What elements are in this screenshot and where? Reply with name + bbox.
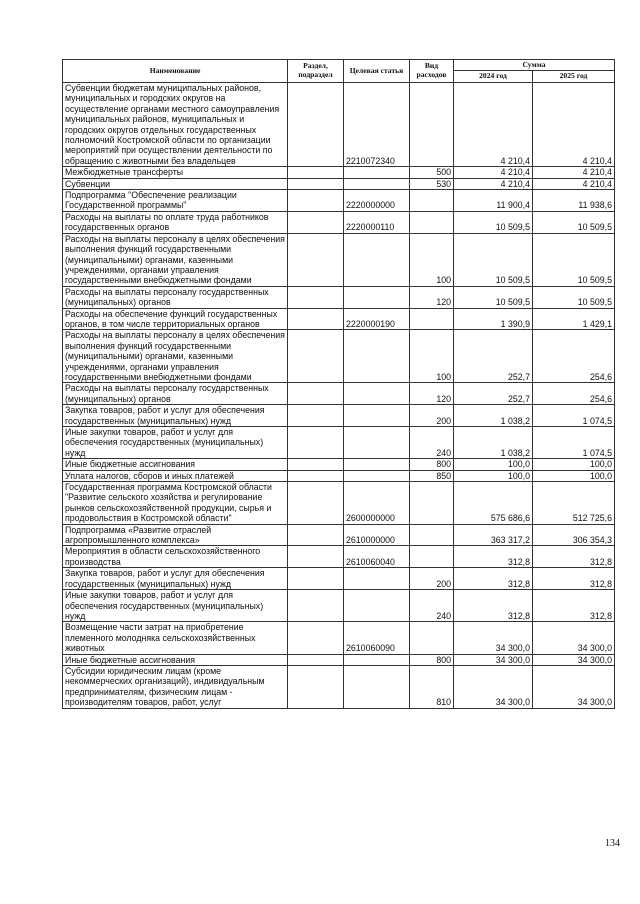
row-target-cell: [344, 654, 410, 665]
row-sum-2025-cell: 11 938,6: [533, 190, 615, 212]
row-target-cell: [344, 665, 410, 708]
header-year-2025: 2025 год: [533, 71, 615, 83]
row-name-cell: Подпрограмма "Обеспечение реализации Государственной программы": [63, 190, 288, 212]
row-name-cell: Субсидии юридическим лицам (кроме некоммерческих организаций), индивидуальным предпринимателям, физическим лицам - производителям товаров, работ, услуг: [63, 665, 288, 708]
row-target-cell: 2610000000: [344, 524, 410, 546]
row-sum-2025-cell: 10 509,5: [533, 211, 615, 233]
row-sum-2025-cell: 10 509,5: [533, 233, 615, 286]
row-section-cell: [288, 286, 344, 308]
row-target-cell: [344, 233, 410, 286]
row-section-cell: [288, 482, 344, 525]
row-sum-2024-cell: 4 210,4: [454, 167, 533, 178]
row-target-cell: [344, 167, 410, 178]
row-target-cell: [344, 459, 410, 470]
row-sum-2025-cell: 312,8: [533, 568, 615, 590]
row-sum-2024-cell: 34 300,0: [454, 654, 533, 665]
row-type-cell: 800: [410, 654, 454, 665]
row-sum-2024-cell: 34 300,0: [454, 622, 533, 654]
row-section-cell: [288, 470, 344, 481]
header-section: Раздел, подраздел: [288, 60, 344, 83]
row-name-cell: Расходы на выплаты персоналу государственных (муниципальных) органов: [63, 383, 288, 405]
row-type-cell: 200: [410, 405, 454, 427]
row-name-cell: Расходы на обеспечение функций государственных органов, в том числе территориальных органов: [63, 308, 288, 330]
row-sum-2025-cell: 34 300,0: [533, 654, 615, 665]
row-type-cell: 530: [410, 178, 454, 189]
row-type-cell: 100: [410, 233, 454, 286]
header-name: Наименование: [63, 60, 288, 83]
header-target: Целевая статья: [344, 60, 410, 83]
table-row: [63, 482, 615, 525]
row-target-cell: [344, 286, 410, 308]
row-type-cell: [410, 482, 454, 525]
row-sum-2024-cell: 11 900,4: [454, 190, 533, 212]
row-section-cell: [288, 83, 344, 167]
row-type-cell: [410, 546, 454, 568]
table-row: [63, 568, 615, 590]
row-sum-2024-cell: 312,8: [454, 546, 533, 568]
row-type-cell: 100: [410, 330, 454, 383]
table-row: [63, 405, 615, 427]
row-sum-2024-cell: 100,0: [454, 459, 533, 470]
row-section-cell: [288, 233, 344, 286]
row-type-cell: 120: [410, 383, 454, 405]
row-sum-2024-cell: 34 300,0: [454, 665, 533, 708]
row-sum-2024-cell: 1 390,9: [454, 308, 533, 330]
row-target-cell: [344, 383, 410, 405]
row-sum-2024-cell: 1 038,2: [454, 427, 533, 459]
row-target-cell: [344, 405, 410, 427]
table-row: [63, 83, 615, 167]
row-type-cell: [410, 622, 454, 654]
row-sum-2025-cell: 1 074,5: [533, 405, 615, 427]
row-sum-2024-cell: 10 509,5: [454, 233, 533, 286]
row-sum-2025-cell: 34 300,0: [533, 665, 615, 708]
row-section-cell: [288, 568, 344, 590]
row-sum-2025-cell: 306 354,3: [533, 524, 615, 546]
row-section-cell: [288, 590, 344, 622]
row-sum-2024-cell: 4 210,4: [454, 83, 533, 167]
row-target-cell: 2220000000: [344, 190, 410, 212]
row-section-cell: [288, 654, 344, 665]
row-sum-2025-cell: 4 210,4: [533, 167, 615, 178]
row-type-cell: [410, 83, 454, 167]
table-row: [63, 211, 615, 233]
row-name-cell: Иные закупки товаров, работ и услуг для обеспечения государственных (муниципальных) нужд: [63, 590, 288, 622]
row-section-cell: [288, 383, 344, 405]
row-target-cell: 2600000000: [344, 482, 410, 525]
table-row: [63, 524, 615, 546]
row-type-cell: [410, 190, 454, 212]
row-section-cell: [288, 524, 344, 546]
header-type: Вид расходов: [410, 60, 454, 83]
table-header: [63, 60, 615, 83]
row-target-cell: [344, 178, 410, 189]
row-section-cell: [288, 211, 344, 233]
row-section-cell: [288, 665, 344, 708]
table-body: [63, 83, 615, 709]
table-row: [63, 459, 615, 470]
header-sum: Сумма: [454, 60, 615, 71]
row-sum-2025-cell: 254,6: [533, 330, 615, 383]
row-type-cell: [410, 308, 454, 330]
table-row: [63, 665, 615, 708]
row-sum-2024-cell: 252,7: [454, 330, 533, 383]
row-section-cell: [288, 427, 344, 459]
row-type-cell: [410, 211, 454, 233]
table-row: [63, 590, 615, 622]
row-section-cell: [288, 330, 344, 383]
row-target-cell: [344, 427, 410, 459]
row-section-cell: [288, 167, 344, 178]
header-year-2024: 2024 год: [454, 71, 533, 83]
row-target-cell: 2210072340: [344, 83, 410, 167]
row-type-cell: 120: [410, 286, 454, 308]
row-type-cell: 810: [410, 665, 454, 708]
page-number: 134: [605, 838, 620, 849]
row-sum-2024-cell: 575 686,6: [454, 482, 533, 525]
row-name-cell: Расходы на выплаты персоналу в целях обеспечения выполнения функций государственными (муниципальными) органами, казенными учреждениями, органами управления государственными внебюджетными фондами: [63, 330, 288, 383]
row-type-cell: 850: [410, 470, 454, 481]
row-name-cell: Государственная программа Костромской области "Развитие сельского хозяйства и регулирование рынков сельскохозяйственной продукции, сырья и продовольствия в Костромской области": [63, 482, 288, 525]
row-name-cell: Расходы на выплаты по оплате труда работников государственных органов: [63, 211, 288, 233]
row-sum-2025-cell: 312,8: [533, 546, 615, 568]
row-name-cell: Закупка товаров, работ и услуг для обеспечения государственных (муниципальных) нужд: [63, 568, 288, 590]
budget-table: [62, 59, 615, 709]
row-target-cell: 2610060090: [344, 622, 410, 654]
row-sum-2025-cell: 512 725,6: [533, 482, 615, 525]
row-name-cell: Возмещение части затрат на приобретение племенного молодняка сельскохозяйственных животных: [63, 622, 288, 654]
row-target-cell: [344, 470, 410, 481]
row-name-cell: Уплата налогов, сборов и иных платежей: [63, 470, 288, 481]
row-sum-2024-cell: 1 038,2: [454, 405, 533, 427]
table-row: [63, 470, 615, 481]
row-target-cell: 2220000190: [344, 308, 410, 330]
row-type-cell: 500: [410, 167, 454, 178]
row-name-cell: Субвенции: [63, 178, 288, 189]
table-row: [63, 546, 615, 568]
row-name-cell: Расходы на выплаты персоналу государственных (муниципальных) органов: [63, 286, 288, 308]
row-name-cell: Иные бюджетные ассигнования: [63, 459, 288, 470]
row-name-cell: Субвенции бюджетам муниципальных районов, муниципальных и городских округов на осуществление органами местного самоуправления муниципальных районов, муниципальных и городских округов отдельных государственных полномочий Костромской области по организации мероприятий при осуществлении деятельности по обращению с животными без владельцев: [63, 83, 288, 167]
row-type-cell: 800: [410, 459, 454, 470]
row-section-cell: [288, 308, 344, 330]
row-sum-2025-cell: 100,0: [533, 470, 615, 481]
row-type-cell: 240: [410, 427, 454, 459]
table-row: [63, 427, 615, 459]
row-name-cell: Мероприятия в области сельскохозяйственного производства: [63, 546, 288, 568]
row-name-cell: Иные бюджетные ассигнования: [63, 654, 288, 665]
table-row: [63, 233, 615, 286]
table-row: [63, 286, 615, 308]
row-section-cell: [288, 405, 344, 427]
row-target-cell: [344, 590, 410, 622]
row-sum-2025-cell: 254,6: [533, 383, 615, 405]
table-row: [63, 654, 615, 665]
table-row: [63, 330, 615, 383]
row-type-cell: 200: [410, 568, 454, 590]
row-name-cell: Расходы на выплаты персоналу в целях обеспечения выполнения функций государственными (муниципальными) органами, казенными учреждениями, органами управления государственными внебюджетными фондами: [63, 233, 288, 286]
row-sum-2025-cell: 1 074,5: [533, 427, 615, 459]
row-section-cell: [288, 622, 344, 654]
table-row: [63, 190, 615, 212]
row-target-cell: 2220000110: [344, 211, 410, 233]
row-sum-2024-cell: 100,0: [454, 470, 533, 481]
row-sum-2024-cell: 10 509,5: [454, 286, 533, 308]
row-sum-2024-cell: 363 317,2: [454, 524, 533, 546]
row-name-cell: Межбюджетные трансферты: [63, 167, 288, 178]
table-row: [63, 308, 615, 330]
row-sum-2024-cell: 10 509,5: [454, 211, 533, 233]
row-sum-2024-cell: 312,8: [454, 590, 533, 622]
row-section-cell: [288, 178, 344, 189]
row-section-cell: [288, 459, 344, 470]
table-row: [63, 178, 615, 189]
row-name-cell: Иные закупки товаров, работ и услуг для обеспечения государственных (муниципальных) нужд: [63, 427, 288, 459]
table-row: [63, 383, 615, 405]
row-sum-2024-cell: 252,7: [454, 383, 533, 405]
row-target-cell: [344, 330, 410, 383]
row-type-cell: 240: [410, 590, 454, 622]
row-sum-2025-cell: 100,0: [533, 459, 615, 470]
row-section-cell: [288, 190, 344, 212]
row-name-cell: Подпрограмма «Развитие отраслей агропромышленного комплекса»: [63, 524, 288, 546]
row-name-cell: Закупка товаров, работ и услуг для обеспечения государственных (муниципальных) нужд: [63, 405, 288, 427]
row-sum-2025-cell: 312,8: [533, 590, 615, 622]
row-sum-2025-cell: 4 210,4: [533, 178, 615, 189]
table-row: [63, 622, 615, 654]
table-row: [63, 167, 615, 178]
row-sum-2025-cell: 4 210,4: [533, 83, 615, 167]
row-target-cell: [344, 568, 410, 590]
row-sum-2024-cell: 312,8: [454, 568, 533, 590]
row-section-cell: [288, 546, 344, 568]
row-sum-2025-cell: 1 429,1: [533, 308, 615, 330]
row-sum-2025-cell: 34 300,0: [533, 622, 615, 654]
row-sum-2024-cell: 4 210,4: [454, 178, 533, 189]
row-sum-2025-cell: 10 509,5: [533, 286, 615, 308]
row-type-cell: [410, 524, 454, 546]
row-target-cell: 2610060040: [344, 546, 410, 568]
